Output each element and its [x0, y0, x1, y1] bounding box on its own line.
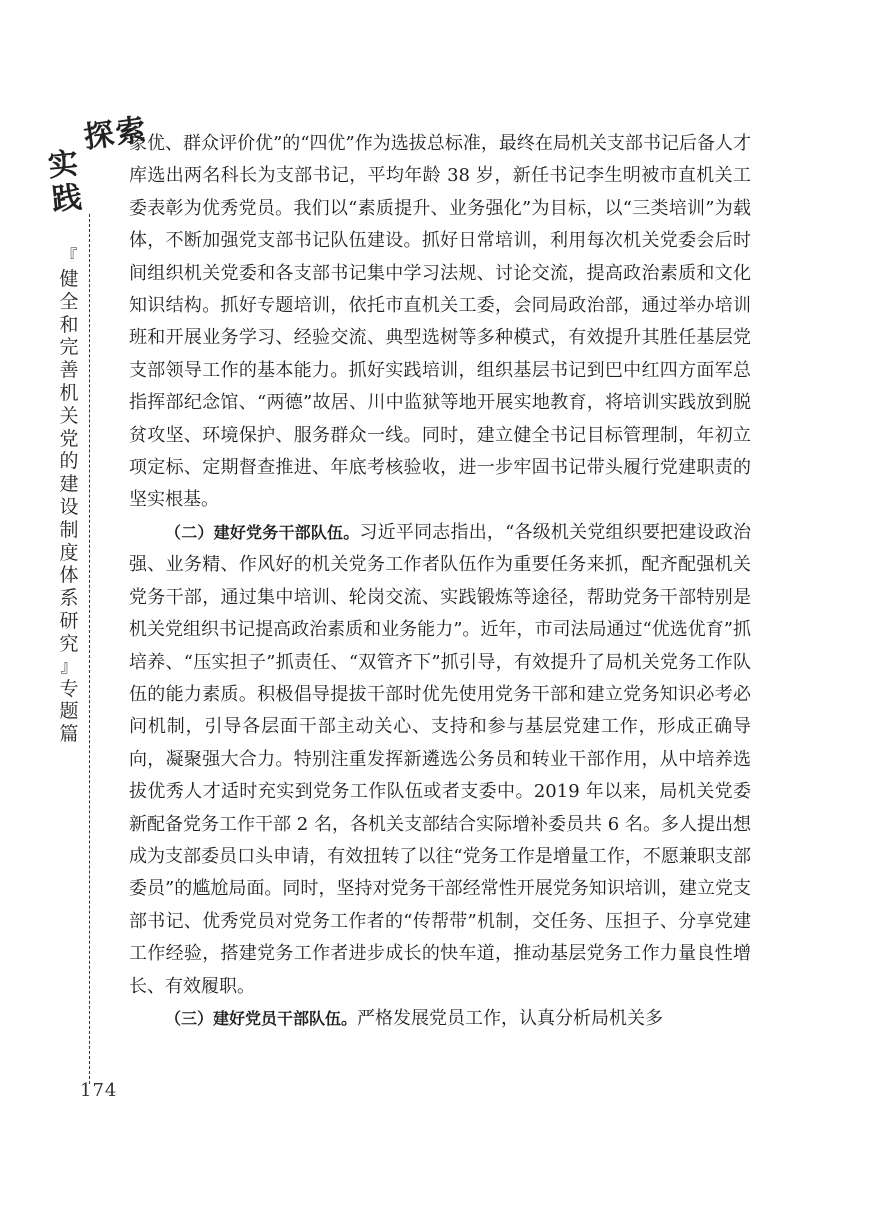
side-title-char: 篇	[59, 723, 79, 746]
side-title-char: 制	[59, 518, 79, 541]
dashed-divider	[89, 214, 90, 1084]
side-title-char: 研	[59, 609, 79, 632]
section-heading: （三）建好党员干部队伍。	[165, 1008, 358, 1028]
page-number: 174	[80, 1080, 118, 1101]
side-title-char: 体	[59, 564, 79, 587]
side-title-char: 党	[59, 427, 79, 450]
logo-explore: 探索	[81, 112, 150, 156]
side-title-char: 的	[59, 450, 79, 473]
paragraph-text: 象优、群众评价优”的“四优”作为选拔总标准，最终在局机关支部书记后备人才库选出两名科长为支部书记，平均年龄 38 岁，新任书记李生明被市直机关工委表彰为优秀党员。我们以“素质提升、业务强化”为目标，以“三类培训”为载体，不断加强党支部书记队伍建设。抓好日常培训，利用每次机关党委会后时间组织机关党委和各支部书记集中学习法规、讨论交流，提高政治素质和文化知识结构。抓好专题培训，依托市直机关工委，会同局政治部，通过举办培训班和开展业务学习、经验交流、典型选树等多种模式，有效提升其胜任基层党支部领导工作的基本能力。抓好实践培训，组织基层书记到巴中红四方面军总指挥部纪念馆、“两德”故居、川中监狱等地开展实地教育，将培训实践放到脱贫攻坚、环境保护、服务群众一线。同时，建立健全书记目标管理制，年初立项定标、定期督查推进、年底考核验收，进一步牢固书记带头履行党建职责的坚实根基。	[129, 133, 751, 511]
side-title-char: 关	[59, 404, 79, 427]
paragraph-text: 严格发展党员工作，认真分析局机关多	[357, 1007, 664, 1029]
body-text	[129, 128, 751, 1035]
paragraph-2	[129, 517, 751, 1003]
side-title-char: 机	[59, 381, 79, 404]
paragraph-text: 习近平同志指出，“各级机关党组织要把建设政治强、业务精、作风好的机关党务工作者队伍作为重要任务来抓，配齐配强机关党务干部，通过集中培训、轮岗交流、实践锻炼等途径，帮助党务干部特别是机关党组织书记提高政治素质和业务能力”。近年，市司法局通过“优选优育”抓培养、“压实担子”抓责任、“双管齐下”抓引导，有效提升了局机关党务工作队伍的能力素质。积极倡导提拔干部时优先使用党务干部和建立党务知识必考必问机制，引导各层面干部主动关心、支持和参与基层党建工作，形成正确导向，凝聚强大合力。特别注重发挥新遴选公务员和转业干部作用，从中培养选拔优秀人才适时充实到党务工作队伍或者支委中。2019 年以来，局机关党委新配备党务工作干部 2 名，各机关支部结合实际增补委员共 6 名。多人提出想成为支部委员口头申请，有效扭转了以往“党务工作是增量工作，不愿兼职支部委员”的尴尬局面。同时，坚持对党务干部经常性开展党务知识培训，建立党支部书记、优秀党员对党务工作者的“传帮带”机制，交任务、压担子、分享党建工作经验，搭建党务工作者进步成长的快车道，推动基层党务工作力量良性增长、有效履职。	[129, 521, 751, 997]
logo-char: 实	[46, 146, 80, 185]
side-title-char: 系	[59, 587, 79, 610]
logo-practice	[47, 146, 94, 218]
paragraph-1	[129, 128, 751, 517]
side-title-char: 』	[60, 656, 78, 677]
side-title-char: 设	[59, 495, 79, 518]
side-title-char: 善	[59, 359, 79, 382]
side-title-char: 完	[59, 336, 79, 359]
side-title-char: 和	[59, 313, 79, 336]
logo-char: 践	[50, 179, 84, 218]
side-title-char: 究	[59, 632, 79, 655]
sidebar	[46, 112, 150, 1103]
side-title-char: 『	[60, 247, 78, 267]
side-title-char: 建	[59, 473, 79, 496]
side-title	[55, 246, 83, 746]
side-title-char: 全	[59, 290, 79, 313]
side-title-char: 专	[59, 677, 79, 700]
side-title-char: 题	[59, 700, 79, 723]
side-title-char: 度	[59, 541, 79, 564]
side-title-char: 健	[59, 268, 79, 290]
section-heading: （二）建好党务干部队伍。	[165, 522, 360, 542]
paragraph-3	[129, 1003, 751, 1035]
